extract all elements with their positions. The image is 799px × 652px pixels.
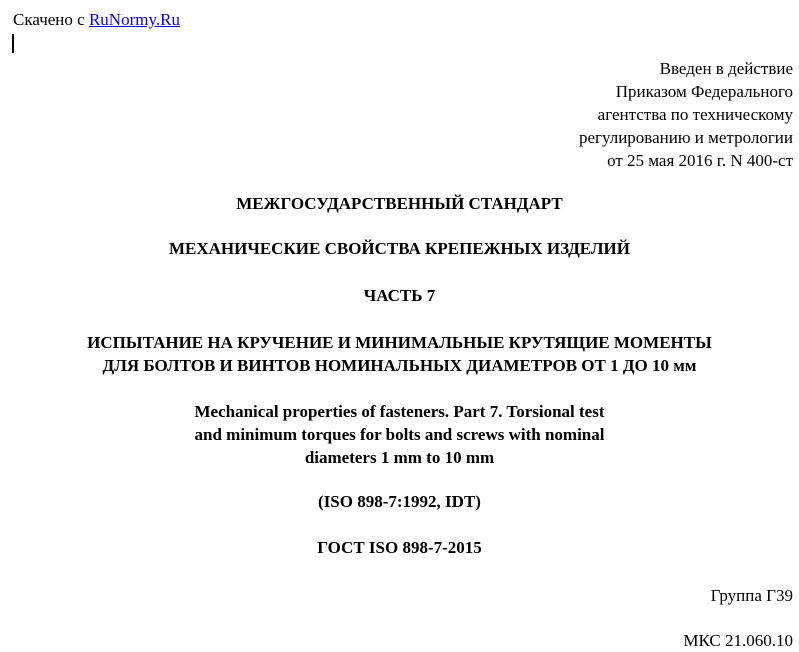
enactment-line: Приказом Федерального <box>615 82 793 101</box>
gost-number: ГОСТ ISO 898-7-2015 <box>317 538 482 557</box>
english-title-line: diameters 1 mm to 10 mm <box>304 448 495 467</box>
enactment-line: Введен в действие <box>659 59 793 78</box>
main-title-heading: МЕХАНИЧЕСКИЕ СВОЙСТВА КРЕПЕЖНЫХ ИЗДЕЛИЙ <box>168 239 631 258</box>
source-line <box>13 9 180 31</box>
subtitle-line: ДЛЯ БОЛТОВ И ВИНТОВ НОМИНАЛЬНЫХ ДИАМЕТРОВ ОТ 1 ДО 10 мм <box>102 356 697 375</box>
enactment-line: агентства по техническому <box>597 105 793 124</box>
text-cursor <box>12 34 14 53</box>
subtitle-line: ИСПЫТАНИЕ НА КРУЧЕНИЕ И МИНИМАЛЬНЫЕ КРУТЯЩИЕ МОМЕНТЫ <box>87 333 712 352</box>
english-title <box>0 400 799 469</box>
enactment-line: регулированию и метрологии <box>578 128 793 147</box>
iso-reference: (ISO 898-7:1992, IDT) <box>318 492 481 511</box>
source-prefix: Скачено с <box>13 10 89 29</box>
russian-subtitle <box>0 331 799 377</box>
english-title-line: and minimum torques for bolts and screws with nominal <box>194 425 605 444</box>
english-title-line: Mechanical properties of fasteners. Part 7. Torsional test <box>194 402 605 421</box>
standard-type-heading: МЕЖГОСУДАРСТВЕННЫЙ СТАНДАРТ <box>236 194 563 213</box>
source-link[interactable]: RuNormy.Ru <box>88 10 180 29</box>
classification-mks: МКС 21.060.10 <box>683 631 793 650</box>
enactment-line: от 25 мая 2016 г. N 400-ст <box>607 151 793 170</box>
part-heading: ЧАСТЬ 7 <box>363 286 436 305</box>
classification-group: Группа Г39 <box>710 586 793 605</box>
enactment-note <box>579 57 793 172</box>
